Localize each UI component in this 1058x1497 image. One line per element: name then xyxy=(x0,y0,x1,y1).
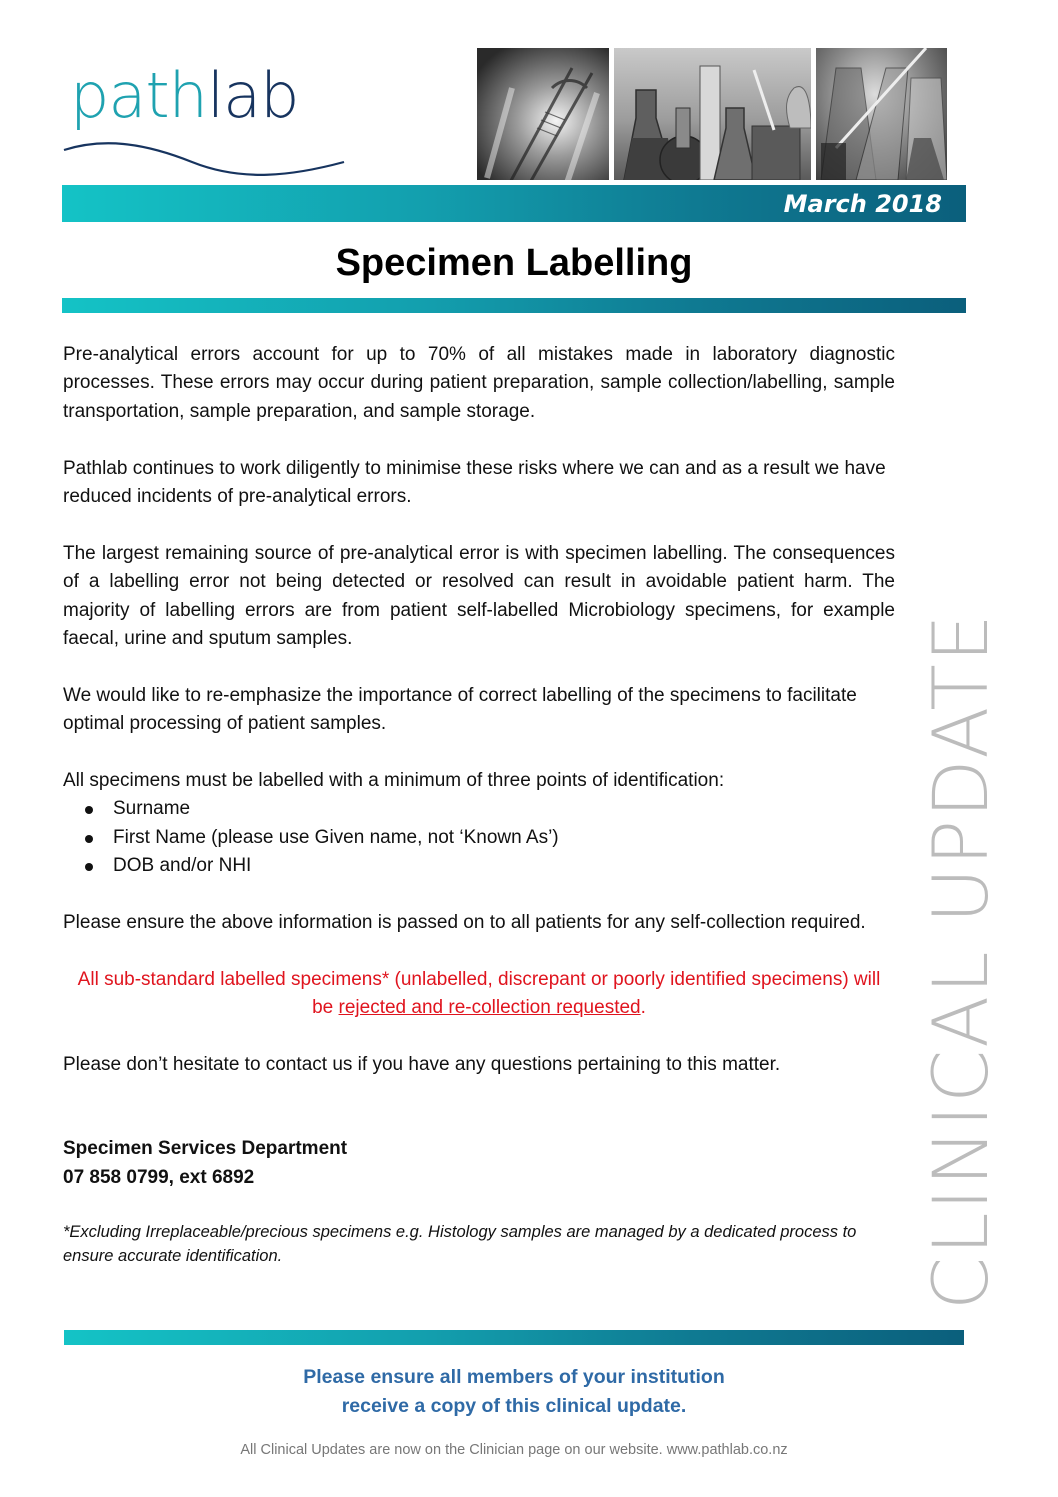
footnote: *Excluding Irreplaceable/precious specimens e.g. Histology samples are managed by a dedicated process to ensure accurate identification. xyxy=(63,1223,857,1266)
distribution-callout xyxy=(62,1363,966,1421)
list-item-text: DOB and/or NHI xyxy=(113,855,252,877)
bullet-icon xyxy=(85,806,93,814)
lab-glassware-photo xyxy=(614,48,811,180)
website-note: All Clinical Updates are now on the Clinician page on our website. www.pathlab.co.nz xyxy=(240,1442,788,1458)
clinical-update-side-label: CLINICAL UPDATE xyxy=(916,612,1005,1310)
rejection-warning xyxy=(63,966,895,1023)
paragraph-list-intro: All specimens must be labelled with a minimum of three points of identification: xyxy=(63,770,725,792)
callout-line-1: Please ensure all members of your institution xyxy=(303,1366,725,1388)
flasks-photo xyxy=(816,48,947,180)
paragraph-ensure: Please ensure the above information is passed on to all patients for any self-collection required. xyxy=(63,912,866,934)
warning-text: All sub-standard labelled specimens* (unlabelled, discrepant or poorly identified specimens) will be xyxy=(77,968,881,1019)
contact-block xyxy=(63,1135,895,1192)
contact-phone: 07 858 0799, ext 6892 xyxy=(63,1166,255,1188)
identification-list xyxy=(63,795,895,880)
paragraph-labelling-errors: The largest remaining source of pre-analytical error is with specimen labelling. The consequences of a labelling error not being detected or resolved can result in avoidable patient harm. The majority of labelling errors are from patient self-labelled Microbiology specimens, for example faecal, urine and sputum samples. xyxy=(63,542,895,650)
logo-wave-icon xyxy=(62,140,347,180)
paragraph-progress: Pathlab continues to work diligently to minimise these risks where we can and as a result we have reduced incidents of pre-analytical errors. xyxy=(63,457,886,508)
page-title: Specimen Labelling xyxy=(335,242,693,284)
paragraph-emphasis: We would like to re-emphasize the importance of correct labelling of the specimens to facilitate optimal processing of patient samples. xyxy=(63,684,857,735)
list-item-text: First Name (please use Given name, not ‘Known As’) xyxy=(113,826,559,848)
logo-path-text: path xyxy=(70,59,207,132)
callout-line-2: receive a copy of this clinical update. xyxy=(341,1395,687,1417)
list-item xyxy=(63,824,895,852)
title-divider xyxy=(62,298,966,313)
bullet-icon xyxy=(85,863,93,871)
department-name: Specimen Services Department xyxy=(63,1138,348,1160)
date-banner xyxy=(62,185,966,222)
header-photo-strip xyxy=(477,48,947,180)
warning-end: . xyxy=(640,997,646,1019)
flasks-beakers-illustration-icon xyxy=(614,48,811,180)
logo-wordmark xyxy=(70,58,299,134)
list-item-text: Surname xyxy=(113,798,191,820)
test-tube-illustration-icon xyxy=(477,48,609,180)
issue-date: March 2018 xyxy=(783,190,942,218)
document-body xyxy=(63,341,895,1268)
pathlab-logo xyxy=(62,58,352,178)
footer-divider xyxy=(64,1330,964,1345)
paragraph-intro: Pre-analytical errors account for up to 70% of all mistakes made in laboratory diagnostic processes. These errors may occur during patient preparation, sample collection/labelling, sample transportation, sample preparation, and sample storage. xyxy=(63,344,895,422)
graduated-flasks-illustration-icon xyxy=(816,48,947,180)
bullet-icon xyxy=(85,835,93,843)
logo-lab-text: lab xyxy=(206,59,299,132)
list-item xyxy=(63,852,895,880)
warning-underlined-text: rejected and re-collection requested xyxy=(338,997,641,1019)
test-tubes-photo xyxy=(477,48,609,180)
list-item xyxy=(63,795,895,823)
paragraph-contact: Please don’t hesitate to contact us if you have any questions pertaining to this matter. xyxy=(63,1054,781,1076)
